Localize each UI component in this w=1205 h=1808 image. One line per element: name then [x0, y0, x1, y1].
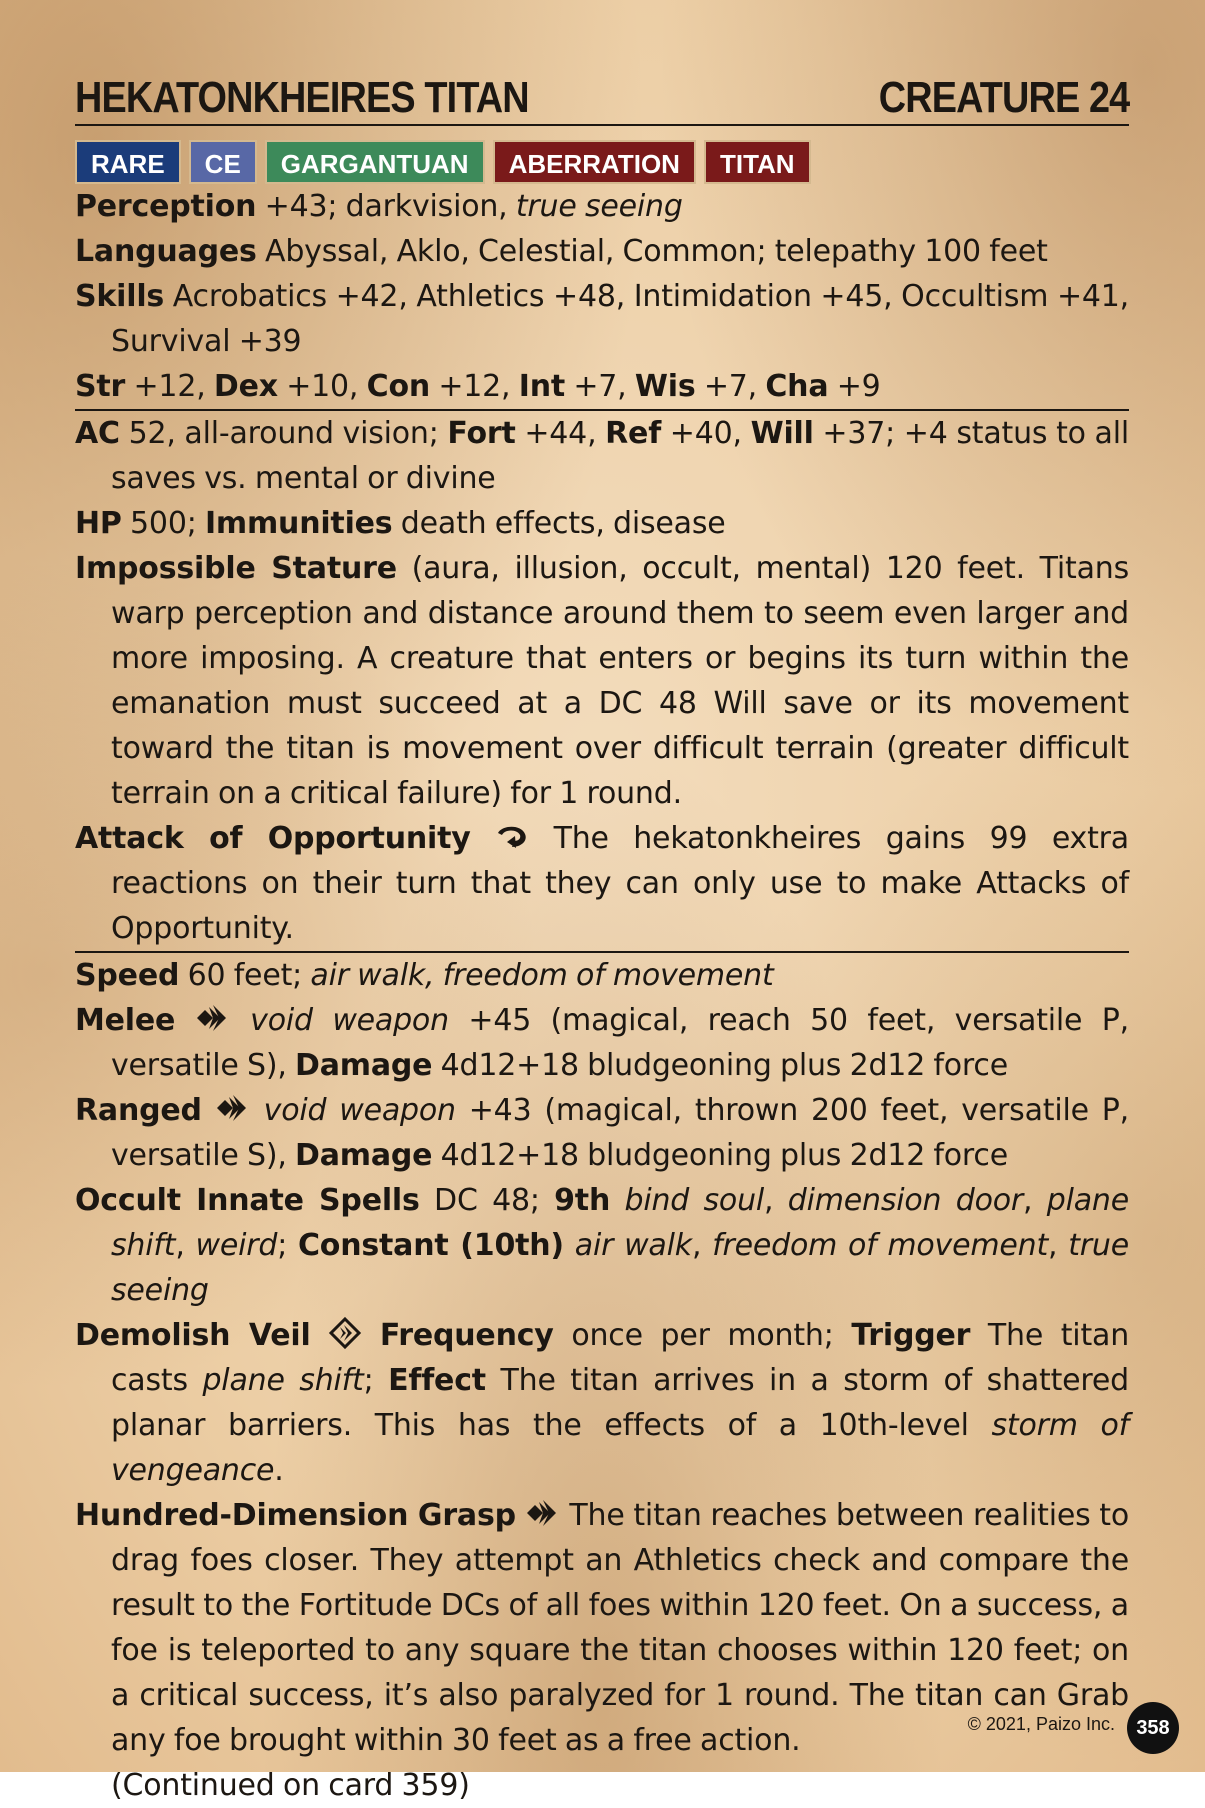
- stat-block: [75, 66, 1129, 1808]
- title-row: [75, 66, 1129, 126]
- cha-value: +9: [828, 369, 881, 404]
- effect-spell: storm of vengeance: [111, 1408, 1129, 1488]
- comma: ,: [691, 1228, 713, 1263]
- languages-text: Abyssal, Aklo, Celestial, Common; telepathy 100 feet: [256, 234, 1048, 269]
- ranged-label: Ranged: [75, 1093, 202, 1128]
- skills-line: [75, 274, 1129, 364]
- str-label: Str: [75, 369, 126, 404]
- comma: ,: [1023, 1183, 1047, 1218]
- effect-text: The titan arrives in a storm of shattered planar barriers. This has the effects of a 10th-level: [111, 1363, 1129, 1443]
- impossible-stature-line: [75, 546, 1129, 816]
- page-number-badge: 358: [1127, 1702, 1179, 1754]
- comma: ,: [1048, 1228, 1069, 1263]
- melee-text: +45 (magical, reach 50 feet, versatile P, versatile S),: [111, 1003, 1129, 1083]
- impossible-stature-label: Impossible Stature: [75, 551, 397, 586]
- copyright: © 2021, Paizo Inc.: [967, 1714, 1115, 1734]
- single-action-icon: [525, 1498, 561, 1528]
- trait-aberration: ABERRATION: [493, 140, 696, 184]
- melee-weapon: void weapon: [250, 1003, 449, 1038]
- str-value: +12,: [125, 369, 214, 404]
- will-label: Will: [750, 416, 814, 451]
- defense-line: [75, 411, 1129, 501]
- free-action-icon: [328, 1317, 362, 1349]
- spell-plane-shift: plane shift: [111, 1183, 1129, 1263]
- period: .: [274, 1453, 284, 1488]
- trait-rare: RARE: [75, 140, 181, 184]
- perception-text: +43; darkvision,: [256, 189, 516, 224]
- spell-air-walk: air walk: [574, 1228, 692, 1263]
- creature-name: HEKATONKHEIRES TITAN: [75, 73, 529, 122]
- single-action-icon: [215, 1093, 251, 1123]
- hp-text: 500;: [121, 506, 205, 541]
- single-action-icon: [195, 1003, 231, 1033]
- trigger-label: Trigger: [851, 1318, 971, 1353]
- ranged-weapon: void weapon: [263, 1093, 456, 1128]
- trait-gargantuan: GARGANTUAN: [265, 140, 485, 184]
- melee-damage: 4d12+18 bludgeoning plus 2d12 force: [432, 1048, 1008, 1083]
- will-text: +37; +4 status to all saves vs. mental or divine: [111, 416, 1129, 496]
- comma: ,: [764, 1183, 788, 1218]
- spell-weird: weird: [195, 1228, 278, 1263]
- comma: ,: [175, 1228, 196, 1263]
- attack-of-opportunity-text: The hekatonkheires gains 99 extra reactions on their turn that they can only use to make Attacks of Opportunity.: [111, 821, 1129, 946]
- spells-line: [75, 1178, 1129, 1313]
- speed-label: Speed: [75, 958, 180, 993]
- skills-text: Acrobatics +42, Athletics +48, Intimidation +45, Occultism +41, Survival +39: [111, 279, 1129, 359]
- spells-label: Occult Innate Spells: [75, 1183, 420, 1218]
- wis-label: Wis: [634, 369, 696, 404]
- dex-label: Dex: [213, 369, 278, 404]
- spacer: [610, 1183, 624, 1218]
- perception-line: [75, 184, 1129, 229]
- ranged-text: +43 (magical, thrown 200 feet, versatile P, versatile S),: [111, 1093, 1130, 1173]
- trait-titan: TITAN: [704, 140, 811, 184]
- ac-text: 52, all-around vision;: [119, 416, 448, 451]
- effect-label: Effect: [388, 1363, 486, 1398]
- speed-line: [75, 953, 1129, 998]
- demolish-veil-label: Demolish Veil: [75, 1318, 311, 1353]
- attack-of-opportunity-line: [75, 816, 1129, 953]
- demolish-veil-line: [75, 1313, 1129, 1493]
- cha-label: Cha: [765, 369, 829, 404]
- reaction-icon: [495, 824, 529, 850]
- con-label: Con: [366, 369, 431, 404]
- trigger-text: The titan casts: [111, 1318, 1130, 1398]
- speed-special: air walk, freedom of movement: [310, 958, 774, 993]
- attack-of-opportunity-label: Attack of Opportunity: [75, 821, 471, 856]
- melee-label: Melee: [75, 1003, 176, 1038]
- ref-label: Ref: [605, 416, 662, 451]
- dex-value: +10,: [277, 369, 367, 404]
- spell-bind-soul: bind soul: [624, 1183, 765, 1218]
- int-value: +7,: [565, 369, 635, 404]
- creature-level: CREATURE 24: [878, 73, 1129, 122]
- skills-label: Skills: [75, 279, 165, 314]
- hundred-dimension-grasp-label: Hundred-Dimension Grasp: [75, 1498, 516, 1533]
- ref-text: +40,: [661, 416, 751, 451]
- semicolon: ;: [277, 1228, 298, 1263]
- trait-ce: CE: [189, 140, 257, 184]
- spells-constant-label: Constant (10th): [297, 1228, 564, 1263]
- hundred-dimension-grasp-text: The titan reaches between realities to drag foes closer. They attempt an Athletics check and compare the result to the Fortitude DCs of all foes within 120 feet. On a success, a foe is teleported to any square the titan chooses within 120 feet; on a critical success, it’s also paralyzed for 1 round. The titan can Grab any foe brought within 30 feet as a free action.: [111, 1498, 1129, 1758]
- hp-line: [75, 501, 1129, 546]
- spells-dc: DC 48;: [419, 1183, 555, 1218]
- spacer: [564, 1228, 575, 1263]
- immunities-label: Immunities: [204, 506, 393, 541]
- impossible-stature-text: (aura, illusion, occult, mental) 120 feet. Titans warp perception and distance around them to seem even larger and more imposing. A creature that enters or begins its turn within the emanation must succeed at a DC 48 Will save or its movement toward the titan is movement over difficult terrain (greater difficult terrain on a critical failure) for 1 round.: [111, 551, 1129, 811]
- frequency-text: once per month;: [553, 1318, 852, 1353]
- melee-damage-label: Damage: [295, 1048, 433, 1083]
- hp-label: HP: [75, 506, 122, 541]
- semicolon: ;: [363, 1363, 389, 1398]
- spells-9th-label: 9th: [554, 1183, 611, 1218]
- melee-line: [75, 998, 1129, 1088]
- wis-value: +7,: [695, 369, 766, 404]
- int-label: Int: [518, 369, 566, 404]
- spell-true-seeing: true seeing: [111, 1228, 1129, 1308]
- perception-special: true seeing: [515, 189, 683, 224]
- trigger-spell: plane shift: [202, 1363, 364, 1398]
- spell-dimension-door: dimension door: [787, 1183, 1024, 1218]
- immunities-text: death effects, disease: [392, 506, 726, 541]
- trait-list: [75, 140, 1129, 184]
- fort-label: Fort: [447, 416, 516, 451]
- speed-text: 60 feet;: [179, 958, 311, 993]
- stat-text: [75, 184, 1129, 1808]
- perception-label: Perception: [75, 189, 257, 224]
- languages-line: [75, 229, 1129, 274]
- continued-note: (Continued on card 359): [111, 1768, 470, 1803]
- con-value: +12,: [430, 369, 519, 404]
- frequency-label: Frequency: [379, 1318, 554, 1353]
- ranged-damage: 4d12+18 bludgeoning plus 2d12 force: [432, 1138, 1008, 1173]
- abilities-line: [75, 364, 1129, 411]
- ranged-line: [75, 1088, 1129, 1178]
- ranged-damage-label: Damage: [295, 1138, 433, 1173]
- ac-label: AC: [75, 416, 120, 451]
- spell-freedom-of-movement: freedom of movement: [712, 1228, 1049, 1263]
- languages-label: Languages: [75, 234, 257, 269]
- fort-text: +44,: [515, 416, 606, 451]
